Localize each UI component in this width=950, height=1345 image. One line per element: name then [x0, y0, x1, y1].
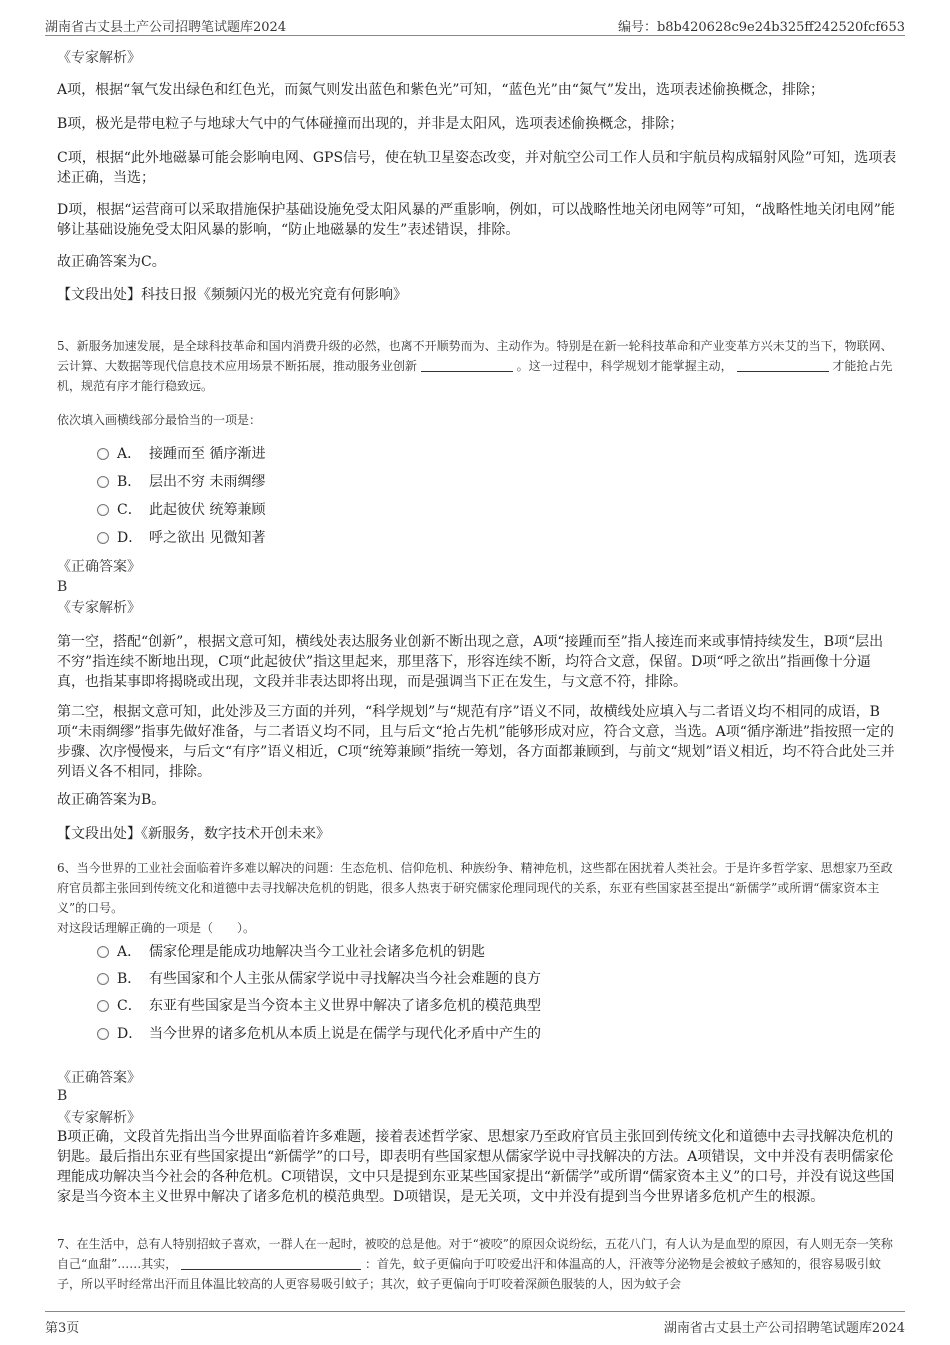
q6-option-b[interactable] — [97, 969, 541, 989]
radio-icon[interactable] — [97, 1000, 109, 1012]
q7-stem — [57, 1234, 897, 1294]
radio-icon[interactable] — [97, 504, 109, 516]
q7-stem-part2: ：首先，蚊子更偏向于叮咬爱出汗和体温高的人，汗液等分泌物是会被蚊子感知的，很容易吸引蚊子，所以平时经常出汗而且体温比较高的人更容易吸引蚊子；其次，蚊子更偏向于叮咬着深颜色服装的人，因为蚊子会 — [57, 1257, 881, 1291]
q6-analysis: B项正确，文段首先指出当今世界面临着许多难题，接着表述哲学家、思想家乃至政府官员主张回到传统文化和道德中去寻找解决危机的钥匙。最后指出东亚有些国家提出“新儒学”的口号，即表明有些国家想从儒家学说中寻找解决的方法。A项错误，文中并没有表明儒家伦理能成功解决当今社会的各种危机。C项错误，文中只是提到东亚某些国家提出“新儒学”或所谓“儒家资本主义”的口号，并没有说这些国家是当今资本主义世界中解决了诸多危机的模范典型。D项错误，是无关项，文中并没有提到当今世界诸多危机产生的根源。 — [57, 1129, 895, 1205]
q5-stem — [57, 336, 897, 396]
radio-icon[interactable] — [97, 1028, 109, 1040]
q6-option-d[interactable] — [97, 1024, 541, 1044]
radio-icon[interactable] — [97, 532, 109, 544]
q6-stem: 6、当今世界的工业社会面临着许多难以解决的问题：生态危机、信仰危机、种族纷争、精神危机，这些都在困扰着人类社会。于是许多哲学家、思想家乃至政府官员都主张回到传统文化和道德中去寻找解决危机的钥匙，很多人热衷于研究儒家伦理同现代的关系，东亚有些国家甚至提出“新儒学”或所谓“儒家资本主义”的口号。 — [57, 861, 893, 915]
option-key: B． — [117, 971, 142, 987]
header-doc-id: 编号：b8b420628c9e24b325ff242520fcf653 — [617, 20, 905, 35]
q7-blank — [181, 1256, 361, 1270]
header-title: 湖南省古丈县土产公司招聘笔试题库2024 — [45, 20, 287, 35]
q4-answer: 故正确答案为C。 — [57, 254, 166, 270]
option-key: C． — [117, 998, 142, 1014]
q6-prompt: 对这段话理解正确的一项是（ ）。 — [57, 921, 256, 935]
option-text: 此起彼伏 统筹兼顾 — [149, 502, 266, 518]
q5-blank-1 — [421, 358, 513, 372]
q5-correct-heading: 《正确答案》 — [57, 559, 141, 575]
q5-prompt: 依次填入画横线部分最恰当的一项是： — [57, 413, 262, 427]
option-text: 东亚有些国家是当今资本主义世界中解决了诸多危机的模范典型 — [149, 998, 541, 1014]
page-footer — [45, 1311, 905, 1337]
q4-analysis-heading: 《专家解析》 — [57, 50, 141, 66]
radio-icon[interactable] — [97, 973, 109, 985]
q5-source: 【文段出处】《新服务，数字技术开创未来》 — [57, 826, 330, 842]
q6-correct-answer: B — [57, 1088, 68, 1104]
option-key: D． — [117, 530, 143, 546]
option-text: 接踵而至 循序渐进 — [149, 446, 266, 462]
option-text: 当今世界的诸多危机从本质上说是在儒学与现代化矛盾中产生的 — [149, 1026, 541, 1042]
footer-title: 湖南省古丈县土产公司招聘笔试题库2024 — [663, 1321, 905, 1336]
q4-analysis-a: A项，根据“氧气发出绿色和红色光，而氮气则发出蓝色和紫色光”可知，“蓝色光”由“氮气”发出，选项表述偷换概念，排除； — [57, 82, 825, 98]
option-key: B． — [117, 474, 142, 490]
q5-stem-part1: 5、新服务加速发展，是全球科技革命和国内消费升级的必然，也离不开顺势而为、主动作为。特别是在新一轮科技革命和产业变革方兴未艾的当下，物联网、云计算、大数据等现代信息技术应用场景不断拓展，推动服务业创新 — [57, 339, 893, 373]
q5-blank-2 — [737, 358, 829, 372]
q6-correct-heading: 《正确答案》 — [57, 1070, 141, 1086]
page-header — [45, 14, 905, 36]
option-key: C． — [117, 502, 142, 518]
q5-analysis-heading: 《专家解析》 — [57, 600, 141, 616]
q6-option-a[interactable] — [97, 942, 485, 962]
q5-option-d[interactable] — [97, 528, 265, 548]
radio-icon[interactable] — [97, 476, 109, 488]
radio-icon[interactable] — [97, 946, 109, 958]
option-key: A． — [117, 944, 142, 960]
option-key: D． — [117, 1026, 143, 1042]
q5-analysis-para2: 第二空，根据文意可知，此处涉及三方面的并列，“科学规划”与“规范有序”语义不同，故横线处应填入与二者语义均不相同的成语，B项“未雨绸缪”指事先做好准备，与二者语义均不同，且与后文“抢占先机”能够形成对应，符合文意，当选。A项“循序渐进”指按照一定的步骤、次序慢慢来，与后文“有序”语义相近，C项“统筹兼顾”指统一筹划，各方面都兼顾到，与前文“规划”语义相近，均不符合此处三并列语义各不相同，排除。 — [57, 704, 895, 780]
q4-analysis-b: B项，极光是带电粒子与地球大气中的气体碰撞而出现的，并非是太阳风，选项表述偷换概念，排除； — [57, 116, 684, 132]
option-text: 层出不穷 未雨绸缪 — [149, 474, 266, 490]
option-key: A． — [117, 446, 142, 462]
option-text: 有些国家和个人主张从儒家学说中寻找解决当今社会难题的良方 — [149, 971, 541, 987]
q5-option-c[interactable] — [97, 500, 265, 520]
q4-source: 【文段出处】科技日报《频频闪光的极光究竟有何影响》 — [57, 287, 407, 303]
q5-stem-part2: 。这一过程中，科学规划才能掌握主动， — [516, 359, 733, 373]
q6-option-c[interactable] — [97, 996, 541, 1016]
q5-option-a[interactable] — [97, 444, 265, 464]
option-text: 儒家伦理是能成功地解决当今工业社会诸多危机的钥匙 — [149, 944, 485, 960]
option-text: 呼之欲出 见微知著 — [149, 530, 266, 546]
q5-analysis-para1: 第一空，搭配“创新”，根据文意可知，横线处表达服务业创新不断出现之意，A项“接踵而至”指人接连而来或事情持续发生，B项“层出不穷”指连续不断地出现，C项“此起彼伏”指这里起来，那里落下，形容连续不断，均符合文意，保留。D项“呼之欲出”指画像十分逼真，也指某事即将揭晓或出现，文段并非表达即将出现，而是强调当下正在发生，与文意不符，排除。 — [57, 634, 884, 690]
q5-answer: 故正确答案为B。 — [57, 792, 166, 808]
page-number: 第3页 — [45, 1321, 80, 1336]
q6-analysis-heading: 《专家解析》 — [57, 1110, 141, 1126]
q5-correct-answer: B — [57, 579, 68, 595]
q4-analysis-d: D项，根据“运营商可以采取措施保护基础设施免受太阳风暴的严重影响，例如，可以战略性地关闭电网等”可知，“战略性地关闭电网”能够让基础设施免受太阳风暴的影响，“防止地磁暴的发生”表述错误，排除。 — [57, 202, 895, 238]
radio-icon[interactable] — [97, 448, 109, 460]
q5-option-b[interactable] — [97, 472, 265, 492]
q5-stem-part3: 才能抢占先机，规范有序才能行稳致远。 — [57, 359, 893, 393]
q7-stem-part1: 7、在生活中，总有人特别招蚊子喜欢，一群人在一起时，被咬的总是他。对于“被咬”的原因众说纷纭，五花八门，有人认为是血型的原因，有人则无奈一笑称自己“血甜”……其实， — [57, 1237, 893, 1271]
q4-analysis-c: C项，根据“此外地磁暴可能会影响电网、GPS信号，使在轨卫星姿态改变，并对航空公司工作人员和宇航员构成辐射风险”可知，选项表述正确，当选； — [57, 150, 897, 186]
